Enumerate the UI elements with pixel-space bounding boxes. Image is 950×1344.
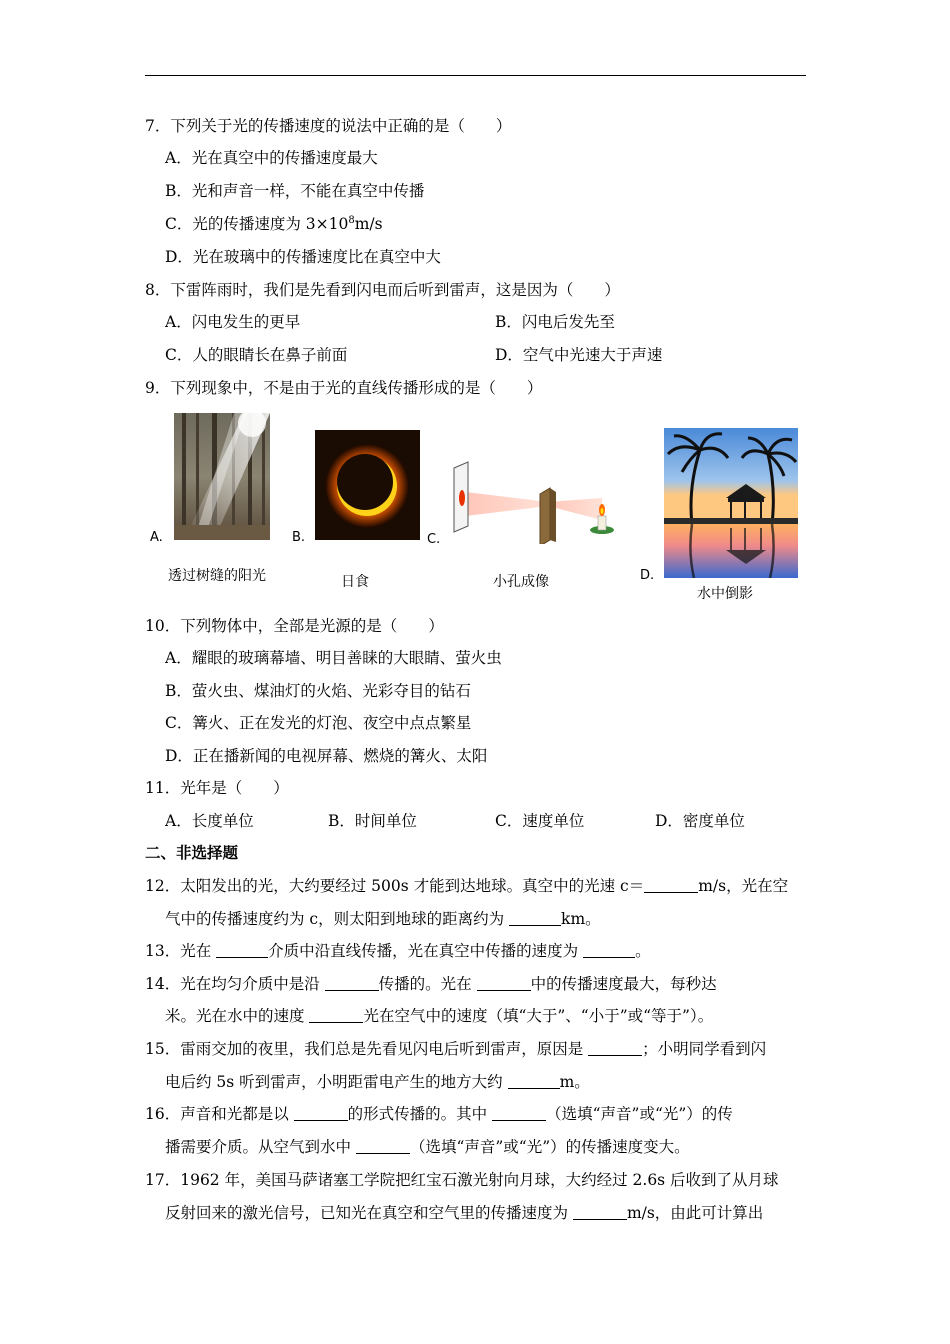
q16-line2	[165, 1137, 690, 1157]
q17-text-2: m/s，由此可计算出	[626, 1204, 764, 1222]
header-rule	[145, 75, 806, 76]
q9-label-b: B.	[292, 530, 306, 545]
q7-c-text: C．光的传播速度为 3×10	[165, 215, 349, 233]
q11-stem: 11．光年是（ ）	[145, 779, 289, 797]
q8-option-d: D．空气中光速大于声速	[495, 346, 663, 364]
q9-caption-d: 水中倒影	[697, 586, 753, 602]
q16-text-1: 16．声音和光都是以	[145, 1105, 294, 1123]
q13-text-3: 。	[635, 942, 651, 960]
q17-line1: 17．1962 年，美国马萨诸塞工学院把红宝石激光射向月球，大约经过 2.6s 后收到了从月球	[145, 1171, 779, 1189]
q11-option-b: B．时间单位	[328, 812, 417, 830]
q8-stem: 8．下雷阵雨时，我们是先看到闪电而后听到雷声，这是因为（ ）	[145, 281, 620, 299]
q16-text-4: 播需要介质。从空气到水中	[165, 1138, 356, 1156]
q14-line1	[145, 974, 717, 994]
answer-blank[interactable]	[216, 942, 268, 958]
q15-text-2: ；小明同学看到闪	[642, 1040, 767, 1058]
answer-blank[interactable]	[477, 975, 531, 991]
q14-text-1: 14．光在均匀介质中是沿	[145, 975, 325, 993]
q14-text-3: 中的传播速度最大，每秒达	[530, 975, 717, 993]
pinhole-imaging-image	[448, 458, 620, 544]
q12-line1	[145, 876, 788, 896]
q12-line2	[165, 909, 601, 929]
q14-text-5: 光在空气中的速度（填“大于”、“小于”或“等于”）。	[363, 1007, 714, 1025]
answer-blank[interactable]	[492, 1105, 546, 1121]
answer-blank[interactable]	[583, 942, 635, 958]
water-reflection-image	[664, 428, 798, 578]
q10-option-b: B．萤火虫、煤油灯的火焰、光彩夺目的钻石	[165, 682, 471, 700]
solar-eclipse-image	[315, 430, 420, 540]
q14-text-4: 米。光在水中的速度	[165, 1007, 310, 1025]
answer-blank[interactable]	[294, 1105, 348, 1121]
q11-option-a: A．长度单位	[165, 812, 254, 830]
q9-stem: 9．下列现象中，不是由于光的直线传播形成的是（ ）	[145, 379, 543, 397]
q15-text-3: 电后约 5s 听到雷声，小明距雷电产生的地方大约	[165, 1073, 508, 1091]
q16-line1	[145, 1104, 733, 1124]
q15-line2	[165, 1072, 590, 1092]
q8-option-b: B．闪电后发先至	[495, 313, 615, 331]
answer-blank[interactable]	[508, 1073, 560, 1089]
q16-text-5: （选填“声音”或“光”）的传播速度变大。	[409, 1138, 690, 1156]
sunlight-through-trees-image	[174, 413, 270, 540]
answer-blank[interactable]	[644, 877, 698, 893]
q12-text-1: 12．太阳发出的光，大约要经过 500s 才能到达地球。真空中的光速 c＝	[145, 877, 645, 895]
q13-text-1: 13．光在	[145, 942, 217, 960]
q12-text-3: 气中的传播速度约为 c，则太阳到地球的距离约为	[165, 910, 510, 928]
q17-line2	[165, 1203, 763, 1223]
q9-label-d: D.	[640, 568, 655, 583]
q7-option-b: B．光和声音一样，不能在真空中传播	[165, 182, 425, 200]
q10-stem: 10．下列物体中，全部是光源的是（ ）	[145, 617, 444, 635]
q9-caption-c: 小孔成像	[493, 574, 549, 590]
q7-option-c	[165, 214, 383, 234]
q16-text-2: 的形式传播的。其中	[347, 1105, 493, 1123]
q9-caption-b: 日食	[341, 574, 369, 590]
answer-blank[interactable]	[588, 1040, 642, 1056]
q14-text-2: 传播的。光在	[378, 975, 477, 993]
q7-option-d: D．光在玻璃中的传播速度比在真空中大	[165, 248, 441, 266]
q7-c-exponent: 8	[348, 215, 355, 226]
answer-blank[interactable]	[356, 1138, 410, 1154]
q13-line	[145, 941, 651, 961]
q12-text-4: km。	[561, 910, 601, 928]
q12-text-2: m/s，光在空	[698, 877, 789, 895]
q10-option-c: C．篝火、正在发光的灯泡、夜空中点点繁星	[165, 714, 472, 732]
q9-label-c: C.	[427, 532, 441, 547]
q7-c-unit: m/s	[354, 215, 383, 233]
q13-text-2: 介质中沿直线传播，光在真空中传播的速度为	[268, 942, 584, 960]
q10-option-a: A．耀眼的玻璃幕墙、明目善睐的大眼睛、萤火虫	[165, 649, 502, 667]
q15-text-1: 15．雷雨交加的夜里，我们总是先看见闪电后听到雷声，原因是	[145, 1040, 589, 1058]
q8-option-a: A．闪电发生的更早	[165, 313, 301, 331]
q11-option-c: C．速度单位	[495, 812, 585, 830]
q8-option-c: C．人的眼睛长在鼻子前面	[165, 346, 348, 364]
q10-option-d: D．正在播新闻的电视屏幕、燃烧的篝火、太阳	[165, 747, 488, 765]
q11-option-d: D．密度单位	[655, 812, 745, 830]
q16-text-3: （选填“声音”或“光”）的传	[546, 1105, 733, 1123]
q14-line2	[165, 1006, 713, 1026]
answer-blank[interactable]	[509, 910, 561, 926]
q9-label-a: A.	[150, 530, 163, 545]
section-heading: 二、非选择题	[145, 843, 239, 862]
q7-option-a: A．光在真空中的传播速度最大	[165, 149, 378, 167]
q17-text-1: 反射回来的激光信号，已知光在真空和空气里的传播速度为	[165, 1204, 573, 1222]
answer-blank[interactable]	[325, 975, 379, 991]
answer-blank[interactable]	[573, 1204, 627, 1220]
q9-caption-a: 透过树缝的阳光	[168, 568, 266, 584]
q7-stem: 7．下列关于光的传播速度的说法中正确的是（ ）	[145, 117, 512, 135]
q15-text-4: m。	[559, 1073, 590, 1091]
q15-line1	[145, 1039, 766, 1059]
answer-blank[interactable]	[309, 1007, 363, 1023]
